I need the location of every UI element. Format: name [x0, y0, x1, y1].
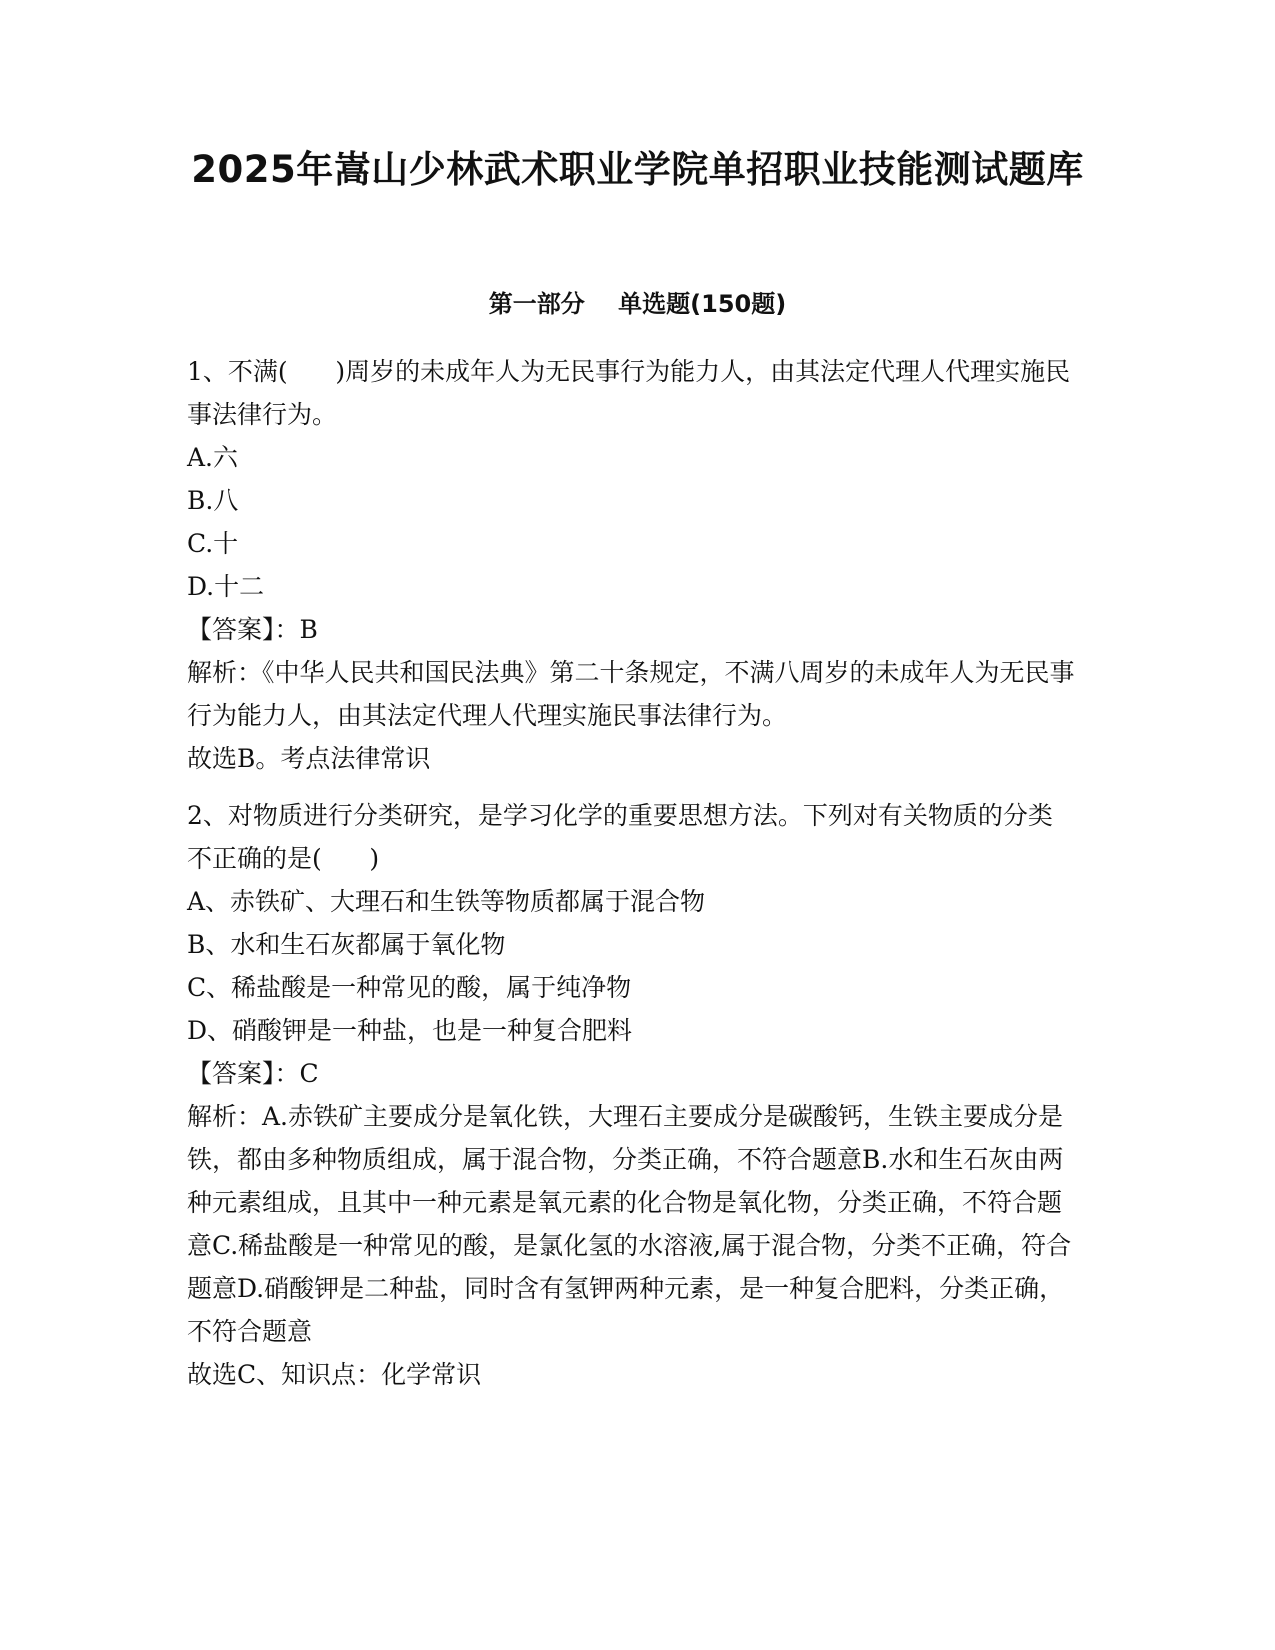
question-stem: 1、不满( )周岁的未成年人为无民事行为能力人，由其法定代理人代理实施民事法律行为。 — [187, 357, 1071, 429]
section-heading: 第一部分 单选题(150题) — [488, 290, 787, 318]
question-1 — [187, 350, 1077, 780]
question-stem: 2、对物质进行分类研究，是学习化学的重要思想方法。下列对有关物质的分类不正确的是( ) — [187, 801, 1053, 873]
option-d: D、硝酸钾是一种盐，也是一种复合肥料 — [187, 1016, 633, 1045]
option-b: B.八 — [187, 486, 239, 515]
answer-line: 【答案】：C — [187, 1059, 319, 1088]
question-spacer — [187, 780, 1077, 794]
option-c: C、稀盐酸是一种常见的酸，属于纯净物 — [187, 973, 632, 1002]
option-a: A.六 — [187, 443, 239, 472]
document-title: 2025年嵩山少林武术职业学院单招职业技能测试题库 — [191, 148, 1084, 191]
option-b: B、水和生石灰都属于氧化物 — [187, 930, 506, 959]
analysis-text: 解析：《中华人民共和国民法典》第二十条规定，不满八周岁的未成年人为无民事行为能力人，由其法定代理人代理实施民事法律行为。 — [187, 658, 1075, 730]
option-c: C.十 — [187, 529, 239, 558]
analysis-text: 解析：A.赤铁矿主要成分是氧化铁，大理石主要成分是碳酸钙，生铁主要成分是铁，都由多种物质组成，属于混合物，分类正确，不符合题意B.水和生石灰由两种元素组成，且其中一种元素是氧元素的化合物是氧化物，分类正确，不符合题意C.稀盐酸是一种常见的酸，是氯化氢的水溶液,属于混合物，分类不正确，符合题意D.硝酸钾是二种盐，同时含有氢钾两种元素，是一种复合肥料，分类正确，不符合题意 — [187, 1102, 1072, 1346]
answer-line: 【答案】：B — [187, 615, 318, 644]
question-list — [187, 350, 1077, 1396]
analysis-conclusion: 故选C、知识点：化学常识 — [187, 1360, 482, 1389]
option-a: A、赤铁矿、大理石和生铁等物质都属于混合物 — [187, 887, 706, 916]
question-2 — [187, 794, 1077, 1396]
option-d: D.十二 — [187, 572, 265, 601]
analysis-conclusion: 故选B。考点法律常识 — [187, 744, 431, 773]
